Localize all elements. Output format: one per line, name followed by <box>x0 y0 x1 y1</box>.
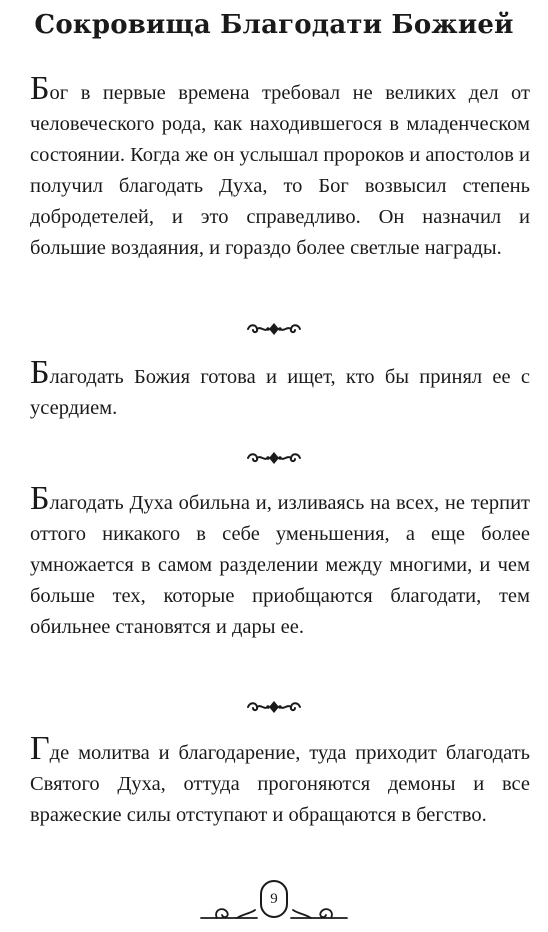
paragraph-text: лагодать Божия готова и ищет, кто бы принял ее с усердием. <box>30 366 530 419</box>
page-footer <box>0 880 548 924</box>
page-number-ornament <box>199 880 349 924</box>
flourish-divider-icon <box>244 320 304 338</box>
drop-cap: Б <box>30 70 50 107</box>
paragraph-2 <box>30 354 530 424</box>
paragraph-3 <box>30 480 530 643</box>
flourish-divider-icon <box>244 698 304 716</box>
section-divider <box>0 449 548 467</box>
drop-cap: Б <box>30 354 50 391</box>
page-number: 9 <box>260 880 288 918</box>
drop-cap: Б <box>30 480 50 517</box>
flourish-divider-icon <box>244 449 304 467</box>
paragraph-text: де молитва и благодарение, туда приходит благодать Святого Духа, оттуда прогоняются демоны и все вражеские силы отступают и обращаются в бегство. <box>30 742 530 826</box>
page-title: Сокровища Благодати Божией <box>34 10 514 40</box>
paragraph-4 <box>30 730 530 831</box>
paragraph-1 <box>30 70 530 264</box>
section-divider <box>0 698 548 716</box>
paragraph-text: ог в первые времена требовал не великих дел от человеческого рода, как находившегося в младенческом состоянии. Когда же он услышал пророков и апостолов и получил благодать Духа, то Бог возвысил степень добродетелей, и это справедливо. Он назначил и большие воздаяния, и гораздо более светлые награды. <box>30 82 530 259</box>
drop-cap: Г <box>30 730 50 767</box>
paragraph-text: лагодать Духа обильна и, изливаясь на всех, не терпит оттого никакого в себе уменьшения, а еще более умножается в самом разделении между многими, и чем больше тех, которые приобщаются благодати, тем обильнее становятся и дары ее. <box>30 492 530 638</box>
section-divider <box>0 320 548 338</box>
